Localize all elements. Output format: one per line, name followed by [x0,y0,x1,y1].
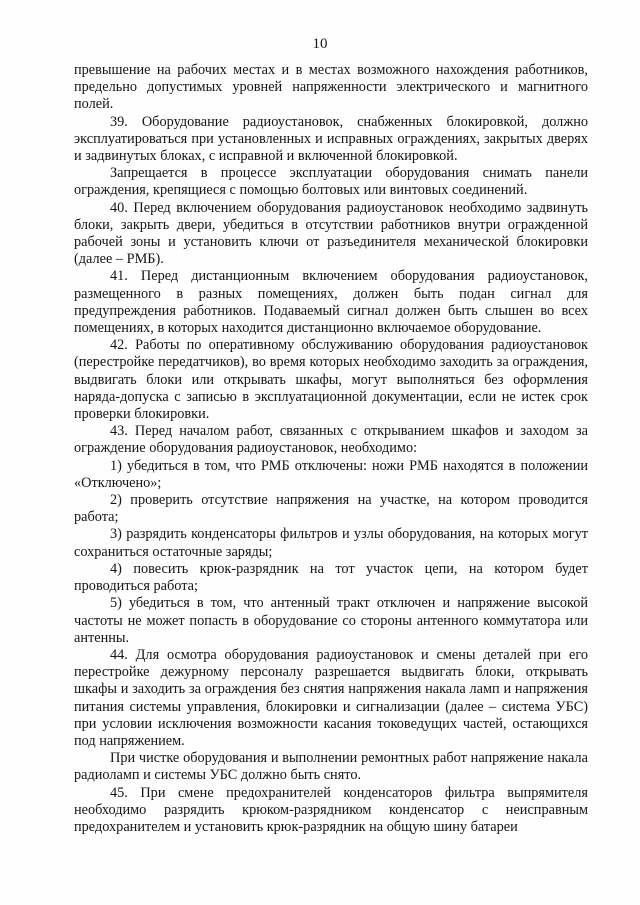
paragraph-39: 39. Оборудование радиоустановок, снабженных блокировкой, должно эксплуатироваться при установленных и исправных ограждениях, закрытых дверях и задвинутых блоках, с исправной и включенной блокировкой. [74,113,588,165]
paragraph-43: 43. Перед началом работ, связанных с открыванием шкафов и заходом за ограждение оборудования радиоустановок, необходимо: [74,423,588,457]
document-body [74,62,588,836]
paragraph-41: 41. Перед дистанционным включением оборудования радиоустановок, размещенного в разных помещениях, должен быть подан сигнал для предупреждения работников. Подаваемый сигнал должен быть слышен во всех помещениях, в которых находится дистанционно включаемое оборудование. [74,268,588,337]
list-item-1: 1) убедиться в том, что РМБ отключены: ножи РМБ находятся в положении «Отключено»; [74,457,588,491]
list-item-4: 4) повесить крюк-разрядник на тот участок цепи, на котором будет проводиться работа; [74,560,588,595]
paragraph-39-prohibition: Запрещается в процессе эксплуатации оборудования снимать панели ограждения, крепящиеся с помощью болтовых или винтовых соединений. [74,165,588,199]
list-item-5: 5) убедиться в том, что антенный тракт отключен и напряжение высокой частоты не может попасть в оборудование со стороны антенного коммутатора или антенны. [74,595,588,646]
page-number: 10 [312,36,328,52]
paragraph-continuation: превышение на рабочих местах и в местах возможного нахождения работников, предельно допустимых уровней напряженности электрического и магнитного полей. [74,62,588,113]
paragraph-42: 42. Работы по оперативному обслуживанию оборудования радиоустановок (перестройке передатчиков), во время которых необходимо заходить за ограждения, выдвигать блоки или открывать шкафы, могут выполняться без оформления наряда-допуска с записью в эксплуатационной документации, если не истек срок проверки блокировки. [74,337,588,423]
list-item-3: 3) разрядить конденсаторы фильтров и узлы оборудования, на которых могут сохраниться остаточные заряды; [74,526,588,560]
paragraph-40: 40. Перед включением оборудования радиоустановок необходимо задвинуть блоки, закрыть двери, убедиться в отсутствии работников внутри огражденной рабочей зоны и установить ключи от разъединителя механической блокировки (далее – РМБ). [74,199,588,268]
paragraph-44-cleaning: При чистке оборудования и выполнении ремонтных работ напряжение накала радиоламп и системы УБС должно быть снято. [74,750,588,784]
paragraph-45: 45. При смене предохранителей конденсаторов фильтра выпрямителя необходимо разрядить крюком-разрядником конденсатор с неисправным предохранителем и установить крюк-разрядник на общую шину батареи [74,784,588,835]
paragraph-44: 44. Для осмотра оборудования радиоустановок и смены деталей при его перестройке дежурному персоналу разрешается выдвигать блоки, открывать шкафы и заходить за ограждения без снятия напряжения накала ламп и напряжения питания системы управления, блокировки и сигнализации (далее – система УБС) при условии исключения возможности касания токоведущих частей, остающихся под напряжением. [74,646,588,749]
list-item-2: 2) проверить отсутствие напряжения на участке, на котором проводится работа; [74,492,588,526]
